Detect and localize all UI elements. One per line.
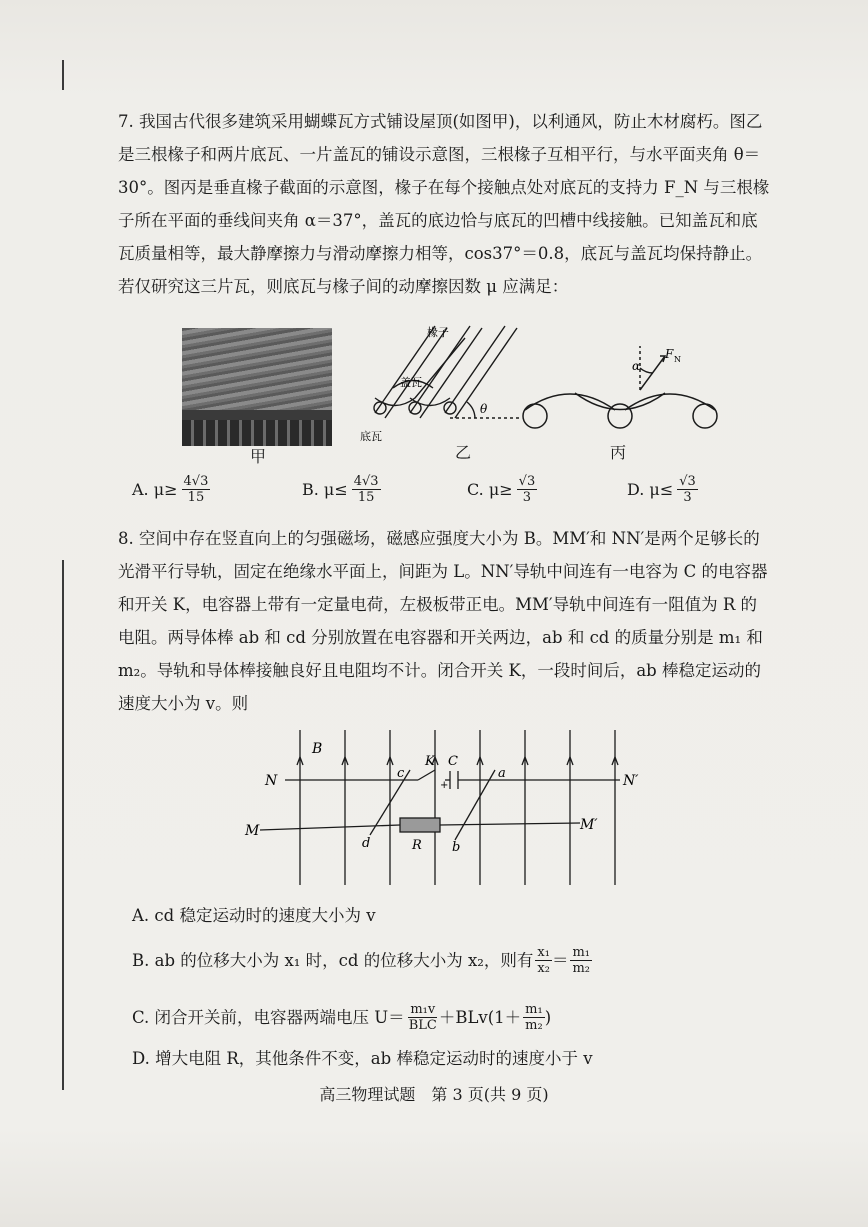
label-K: K [425,754,435,769]
question-text: 空间中存在竖直向上的匀强磁场，磁感应强度大小为 B。MM′和 NN′是两个足够长的光滑平行导轨，固定在绝缘水平面上，间距为 L。NN′导轨中间连有一电容为 C 的电容器和开关 K，电容器上带有一定量电荷，左极板带正电。MM′导轨中间连有一阻值为 R 的电阻。两导体棒 ab 和 cd 分别放置在电容器和开关两边，ab 和 cd 的质量分别是 m₁ 和 m₂。导轨和导体棒接触良好且电阻均不计。闭合开关 K，一段时间后，ab 棒稳定运动的速度大小为 v。则 [118,529,768,713]
label-c: c [397,766,405,781]
label-theta: θ [480,402,488,416]
label-b: b [452,840,461,855]
question-7-figures [150,318,750,468]
question-7-options [132,474,772,518]
q8-option-b[interactable]: B. ab 的位移大小为 x₁ 时，cd 的位移大小为 x₂，则有 $\frac{\text{x₁}}{\text{x₂}}$ ＝ $\frac{\text{m₁}}{\text{m₂}}$ [132,945,590,976]
label-d: d [362,836,371,851]
figure-label-c: 丙 [610,443,627,462]
tile-diagram-b [355,318,525,458]
figure-label-a: 甲 [250,447,267,466]
option-b[interactable]: B. μ≤ $\frac{4√3}{15}$ [302,474,379,505]
margin-line [62,560,64,1090]
question-number: 7. [118,112,134,131]
label-fn-sub: N [674,355,681,364]
figure-label-b: 乙 [455,443,472,462]
q8-option-c[interactable]: C. 闭合开关前，电容器两端电压 U＝ $\frac{\text{m₁v}}{\text{BLC}}$ ＋BLv(1＋ $\frac{\text{m₁}}{\text{m₂}}$ ) [132,1002,552,1033]
label-Np: N′ [623,773,639,789]
margin-line [62,60,64,90]
question-7 [118,105,770,303]
label-bottom-tile: 底瓦 [360,430,382,443]
circuit-diagram [240,725,640,890]
label-C: C [448,754,458,769]
label-a: a [498,766,506,781]
label-plus: + [440,780,449,791]
question-number: 8. [118,529,134,548]
q8-option-d[interactable]: D. 增大电阻 R，其他条件不变，ab 棒稳定运动时的速度小于 v [132,1049,593,1068]
option-a[interactable]: A. μ≥ $\frac{4√3}{15}$ [132,474,209,505]
q8-option-a[interactable]: A. cd 稳定运动时的速度大小为 v [132,906,376,925]
label-fn: F [665,347,674,361]
label-M: M [245,823,260,839]
label-N: N [265,773,278,789]
label-alpha: α [632,359,641,373]
question-text: 我国古代很多建筑采用蝴蝶瓦方式铺设屋顶(如图甲)，以利通风，防止木材腐朽。图乙是三根椽子和两片底瓦、一片盖瓦的铺设示意图，三根椽子互相平行，与水平面夹角 θ＝30°。图丙是垂直椽子截面的示意图，椽子在每个接触点处对底瓦的支持力 F_N 与三根椽子所在平面的垂线间夹角 α＝37°，盖瓦的底边恰与底瓦的凹槽中线接触。已知盖瓦和底瓦质量相等，最大静摩擦力与滑动摩擦力相等，cos37°＝0.8，底瓦与盖瓦均保持静止。若仅研究这三片瓦，则底瓦与椽子间的动摩擦因数 μ 应满足： [118,112,770,296]
photo-butterfly-tiles [182,328,332,446]
label-Mp: M′ [580,817,598,833]
option-c[interactable]: C. μ≥ $\frac{√3}{3}$ [467,474,536,505]
label-rafter: 椽子 [427,326,449,339]
label-cover-tile: 盖瓦 [400,376,422,389]
label-R: R [412,838,422,853]
label-B: B [312,741,323,757]
option-d[interactable]: D. μ≤ $\frac{√3}{3}$ [627,474,696,505]
page-footer: 高三物理试题 第 3 页(共 9 页) [319,1085,549,1104]
tile-diagram-c [520,318,720,458]
question-8 [118,522,770,720]
